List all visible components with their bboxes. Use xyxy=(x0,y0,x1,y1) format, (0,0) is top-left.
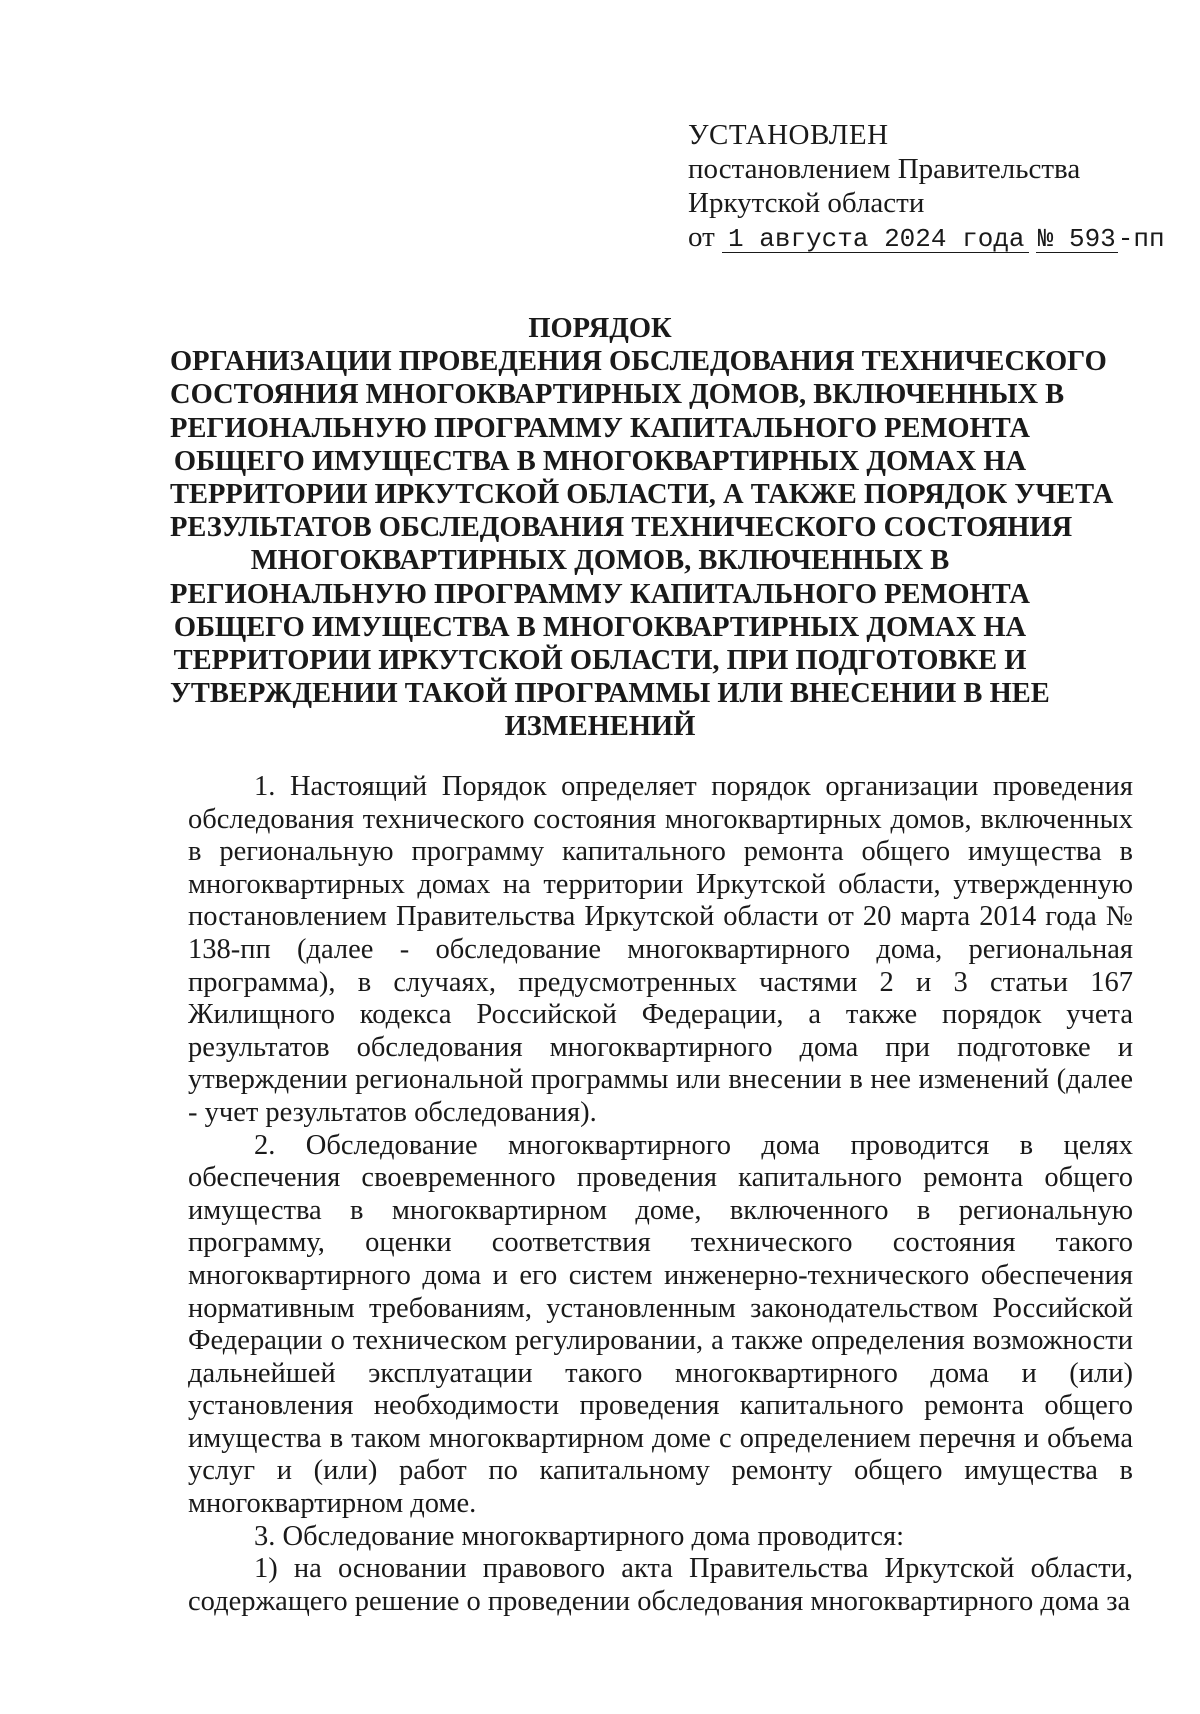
title-line: РЕГИОНАЛЬНУЮ ПРОГРАММУ КАПИТАЛЬНОГО РЕМОНТА xyxy=(170,412,1030,444)
approval-authority: постановлением Правительства xyxy=(688,153,1081,185)
title-line: ТЕРРИТОРИИ ИРКУТСКОЙ ОБЛАСТИ, А ТАКЖЕ ПОРЯДОК УЧЕТА xyxy=(170,479,1114,511)
title-line: СОСТОЯНИЯ МНОГОКВАРТИРНЫХ ДОМОВ, ВКЛЮЧЕННЫХ В xyxy=(170,379,1065,411)
paragraph-2: 2. Обследование многоквартирного дома проводится в целях обеспечения своевременного проведения капитального ремонта общего имущества в многоквартирном доме, включенного в региональную программу, оценки соответствия технического состояния такого многоквартирного дома и его систем инженерно-технического обеспечения нормативным требованиям, установленным законодательством Российской Федерации о техническом регулировании, а также определения возможности дальнейшей эксплуатации такого многоквартирного дома и (или) установления необходимости проведения капитального ремонта общего имущества в таком многоквартирном доме с определением перечня и объема услуг и (или) работ по капитальному ремонту общего имущества в многоквартирном доме. xyxy=(188,1129,1133,1520)
paragraph-3: 3. Обследование многоквартирного дома проводится: xyxy=(254,1520,905,1552)
title-line: РЕЗУЛЬТАТОВ ОБСЛЕДОВАНИЯ ТЕХНИЧЕСКОГО СОСТОЯНИЯ xyxy=(170,512,1073,544)
paragraph-1: 1. Настоящий Порядок определяет порядок организации проведения обследования технического состояния многоквартирных домов, включенных в региональную программу капитального ремонта общего имущества в многоквартирных домах на территории Иркутской области, утвержденную постановлением Правительства Иркутской области от 20 марта 2014 года № 138-пп (далее - обследование многоквартирного дома, региональная программа), в случаях, предусмотренных частями 2 и 3 статьи 167 Жилищного кодекса Российской Федерации, а также порядок учета результатов обследования многоквартирного дома при подготовке и утверждении региональной программы или внесении в нее изменений (далее - учет результатов обследования). xyxy=(188,771,1133,1128)
paragraph-3-item-1: 1) на основании правового акта Правительства Иркутской области, содержащего решение о проведении обследования многоквартирного дома за xyxy=(188,1553,1133,1617)
title-line: УТВЕРЖДЕНИИ ТАКОЙ ПРОГРАММЫ ИЛИ ВНЕСЕНИИ В НЕЕ xyxy=(170,678,1050,710)
approval-stamp xyxy=(688,118,1165,256)
approval-number-sign: № xyxy=(1037,224,1054,254)
title-line: МНОГОКВАРТИРНЫХ ДОМОВ, ВКЛЮЧЕННЫХ В xyxy=(250,545,950,577)
approval-heading: УСТАНОВЛЕН xyxy=(688,119,889,151)
title-heading: ПОРЯДОК xyxy=(528,313,672,344)
title-line: ОРГАНИЗАЦИИ ПРОВЕДЕНИЯ ОБСЛЕДОВАНИЯ ТЕХНИЧЕСКОГО xyxy=(170,346,1107,378)
document-body xyxy=(188,771,1133,1618)
title-line: ИЗМЕНЕНИЙ xyxy=(504,711,696,743)
title-line: РЕГИОНАЛЬНУЮ ПРОГРАММУ КАПИТАЛЬНОГО РЕМОНТА xyxy=(170,578,1030,610)
document-title xyxy=(170,312,1114,744)
approval-date: 1 августа 2024 года xyxy=(722,226,1028,253)
title-line: ТЕРРИТОРИИ ИРКУТСКОЙ ОБЛАСТИ, ПРИ ПОДГОТОВКЕ И xyxy=(173,645,1027,677)
approval-region: Иркутской области xyxy=(688,187,925,219)
title-line: ОБЩЕГО ИМУЩЕСТВА В МНОГОКВАРТИРНЫХ ДОМАХ НА xyxy=(173,445,1027,477)
approval-date-prefix: от xyxy=(688,221,715,253)
title-line: ОБЩЕГО ИМУЩЕСТВА В МНОГОКВАРТИРНЫХ ДОМАХ НА xyxy=(173,611,1027,643)
approval-number xyxy=(1036,226,1118,253)
approval-number-value: 593 xyxy=(1068,224,1116,254)
approval-number-suffix: -пп xyxy=(1117,224,1165,254)
approval-date-line xyxy=(688,220,1165,256)
